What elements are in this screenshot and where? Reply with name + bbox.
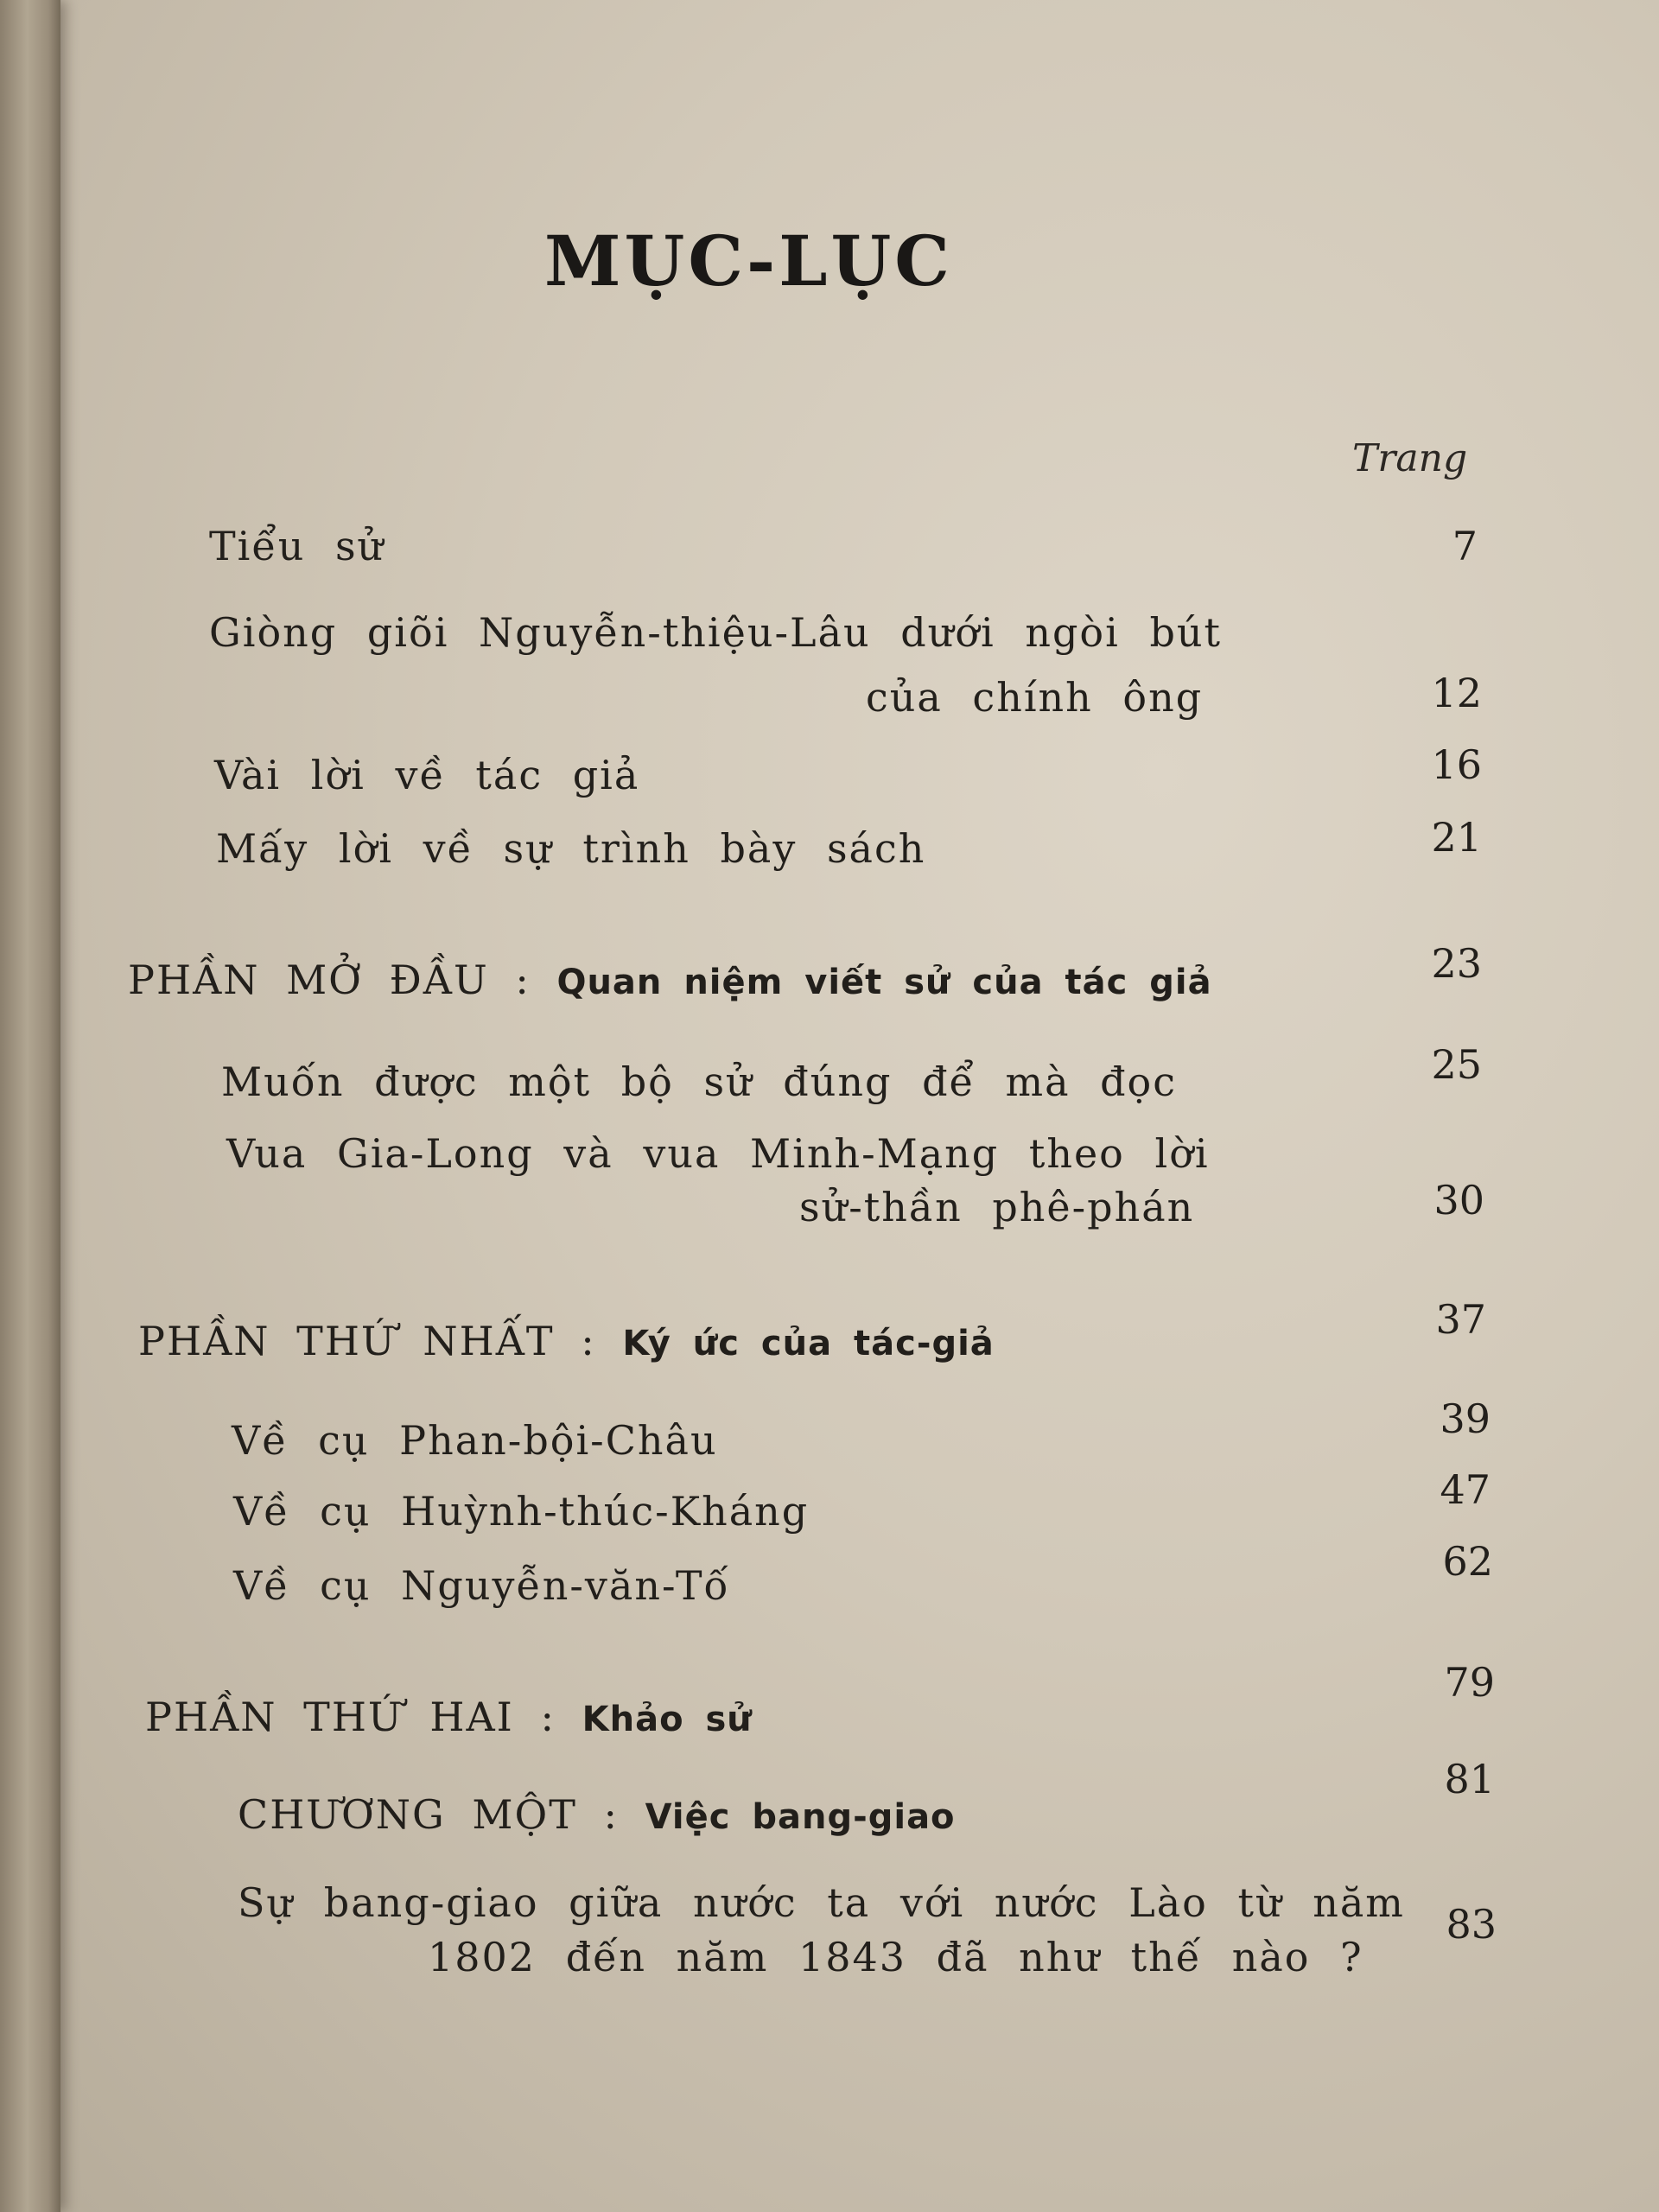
toc-part-subtitle: Quan niệm viết sử của tác giả (556, 963, 1212, 1002)
toc-entry-page: 83 (1446, 1901, 1497, 1948)
toc-part-heading (145, 1694, 753, 1740)
toc-entry-page: 12 (1431, 670, 1482, 716)
page-column-header: Trang (1352, 436, 1468, 480)
book-gutter (0, 0, 60, 2212)
toc-entry-page: 81 (1444, 1756, 1495, 1802)
toc-entry-text: Sự bang-giao giữa nước ta với nước Lào từ năm (238, 1879, 1405, 1926)
page-title: MỤC-LỤC (544, 220, 953, 302)
toc-entry-text: Về cụ Phan-bội-Châu (232, 1417, 718, 1464)
toc-part-label: PHẦN MỞ ĐẦU : (128, 957, 531, 1003)
toc-entry-text: Về cụ Huỳnh-thúc-Kháng (233, 1488, 810, 1535)
toc-entry-page: 25 (1431, 1041, 1482, 1088)
toc-entry-text-continued: của chính ông (866, 674, 1204, 721)
toc-entry-text: Vài lời về tác giả (214, 752, 640, 798)
toc-entry-page: 39 (1440, 1395, 1491, 1442)
toc-part-label: PHẦN THỨ HAI : (145, 1694, 556, 1740)
toc-entry-page: 47 (1440, 1466, 1491, 1513)
toc-entry-text: Muốn được một bộ sử đúng để mà đọc (221, 1058, 1178, 1105)
toc-chapter-heading (238, 1791, 956, 1838)
toc-entry-text: Tiểu sử (209, 523, 385, 569)
toc-entry-page: 37 (1435, 1296, 1486, 1343)
toc-entry-page: 23 (1431, 940, 1482, 987)
toc-entry-text: Giòng giõi Nguyễn-thiệu-Lâu dưới ngòi bút (209, 609, 1223, 656)
toc-part-heading (138, 1318, 995, 1364)
toc-entry-page: 7 (1452, 523, 1478, 569)
toc-entry-page: 62 (1442, 1538, 1493, 1585)
toc-chapter-label: CHƯƠNG MỘT : (238, 1791, 620, 1838)
toc-part-heading (128, 957, 1212, 1003)
toc-entry-text: Mấy lời về sự trình bày sách (216, 825, 926, 872)
toc-entry-text-continued: 1802 đến năm 1843 đã như thế nào ? (428, 1934, 1363, 1980)
toc-entry-page: 30 (1433, 1177, 1484, 1224)
toc-entry-text: Vua Gia-Long và vua Minh-Mạng theo lời (226, 1130, 1210, 1177)
toc-part-subtitle: Ký ức của tác-giả (622, 1324, 995, 1363)
toc-part-subtitle: Khảo sử (582, 1700, 753, 1739)
toc-entry-page: 21 (1431, 814, 1482, 861)
toc-entry-text-continued: sử-thần phê-phán (799, 1184, 1195, 1230)
toc-entry-text: Về cụ Nguyễn-văn-Tố (233, 1562, 730, 1609)
toc-entry-page: 16 (1431, 741, 1482, 788)
toc-chapter-subtitle: Việc bang-giao (645, 1797, 956, 1837)
toc-entry-page: 79 (1444, 1659, 1495, 1706)
toc-part-label: PHẦN THỨ NHẤT : (138, 1318, 596, 1364)
